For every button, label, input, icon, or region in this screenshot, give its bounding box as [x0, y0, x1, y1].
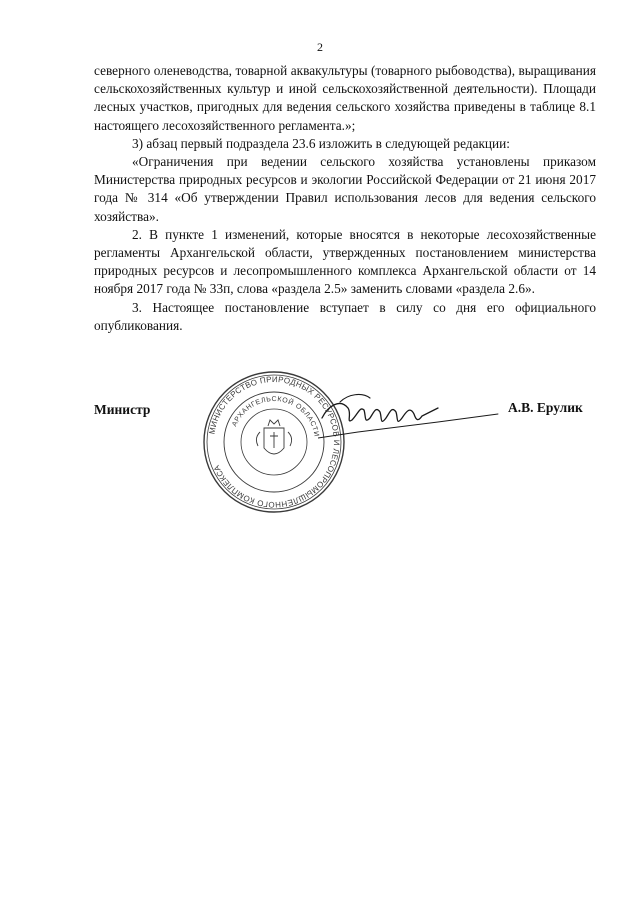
signatory-name: А.В. Ерулик — [508, 400, 583, 415]
seal-outer-text: МИНИСТЕРСТВО ПРИРОДНЫХ РЕСУРСОВ И ЛЕСОПРОМЫШЛЕННОГО КОМПЛЕКСА — [207, 374, 342, 510]
svg-text:АРХАНГЕЛЬСКОЙ ОБЛАСТИ — [231, 396, 319, 438]
seal-inner-text: АРХАНГЕЛЬСКОЙ ОБЛАСТИ — [231, 395, 320, 438]
paragraph-continuation: северного оленеводства, товарной аквакультуры (товарного рыбоводства), выращивания сельскохозяйственных культур и иной сельскохозяйственной деятельности). Площади лесных участков, пригодных для ведения сельского хозяйства приведены в таблице 8.1 настоящего лесохозяйственного регламента.»; — [94, 63, 596, 133]
paragraph-point-2: 2. В пункте 1 изменений, которые вносятся в некоторые лесохозяйственные регламенты Архангельской области, утвержденных постановлением министерства природных ресурсов и лесопромышленного комплекса Архангельской области от 14 ноября 2017 года № 33п, слова «раздела 2.5» заменить словами «раздела 2.6». — [94, 226, 596, 297]
handwritten-signature — [318, 388, 518, 446]
coat-of-arms-icon — [256, 420, 291, 454]
page-number: 2 — [317, 40, 323, 54]
signatory-title: Министр — [94, 402, 151, 417]
paragraph-item-3: 3) абзац первый подраздела 23.6 изложить в следующей редакции: — [132, 135, 510, 151]
document-body — [94, 62, 596, 335]
paragraph-point-3: 3. Настоящее постановление вступает в силу со дня его официального опубликования. — [94, 299, 596, 333]
paragraph-quote: «Ограничения при ведении сельского хозяйства установлены приказом Министерства природных ресурсов и экологии Российской Федерации от 21 июня 2017 года № 314 «Об утверждении Правил использования лесов для ведения сельского хозяйства». — [94, 154, 596, 224]
